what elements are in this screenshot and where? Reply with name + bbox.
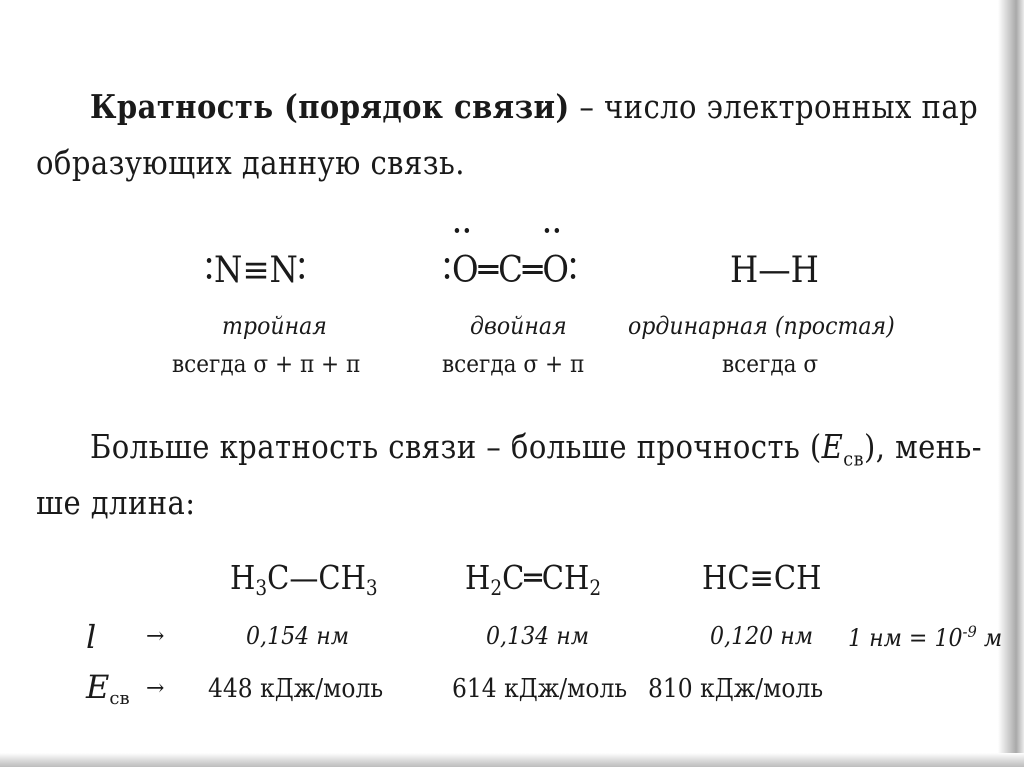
double-bond: ═ <box>478 250 499 291</box>
bond-length: 0,120 нм <box>710 622 814 650</box>
bond-type-label: тройная <box>222 312 327 340</box>
bond-energy: 614 кДж/моль <box>452 674 628 704</box>
bond-composition: всегда σ <box>722 350 819 378</box>
ethene-formula: $H_2C═CH_2$ <box>465 558 602 600</box>
co2-formula: O═C═ O <box>443 250 578 291</box>
ethane-formula: $H_3C—CH_3$ <box>230 558 378 600</box>
rule-line-1: Больше кратность связи – больше прочность $(E_{св})$, мень- <box>90 427 983 471</box>
definition-line-2: образующих данную связь. <box>36 143 465 182</box>
bond-type-label: двойная <box>470 312 567 340</box>
top-lone-pair-dots <box>454 228 470 236</box>
length-symbol: l <box>86 618 97 656</box>
definition-line-1 <box>90 80 978 134</box>
bond-composition: всегда σ + π + π <box>172 350 361 378</box>
lone-pair-dots <box>443 254 452 284</box>
double-bond: ═ <box>522 250 543 291</box>
lone-pair-dots <box>569 254 578 284</box>
energy-symbol: $E_{св}$ <box>86 668 130 709</box>
triple-bond: ≡ <box>242 250 270 291</box>
arrow-icon: → <box>146 624 165 649</box>
definition-rest: – число электронных пар <box>569 87 979 126</box>
page-edge-bottom <box>0 753 1024 767</box>
ethyne-formula: HC≡CH <box>702 558 822 597</box>
rule-line-2: ше длина: <box>36 483 196 522</box>
bond-energy: 448 кДж/моль <box>208 674 384 704</box>
bond-length: 0,134 нм <box>486 622 590 650</box>
n2-formula: N≡N <box>205 250 307 291</box>
bond-energy: 810 кДж/моль <box>648 674 824 704</box>
definition-term: Кратность (порядок связи) <box>90 87 570 126</box>
h2-formula: H—H <box>730 250 819 291</box>
bond-type-label: ординарная (простая) <box>628 312 895 340</box>
top-lone-pair-dots <box>544 228 560 236</box>
lone-pair-dots <box>205 254 214 284</box>
bond-composition: всегда σ + π <box>442 350 585 378</box>
bond-length: 0,154 нм <box>246 622 350 650</box>
single-bond: — <box>758 250 791 291</box>
unit-note: 1 нм = $10^{-9}$ м <box>848 622 1003 652</box>
lone-pair-dots <box>298 254 307 284</box>
arrow-icon: → <box>146 676 165 701</box>
